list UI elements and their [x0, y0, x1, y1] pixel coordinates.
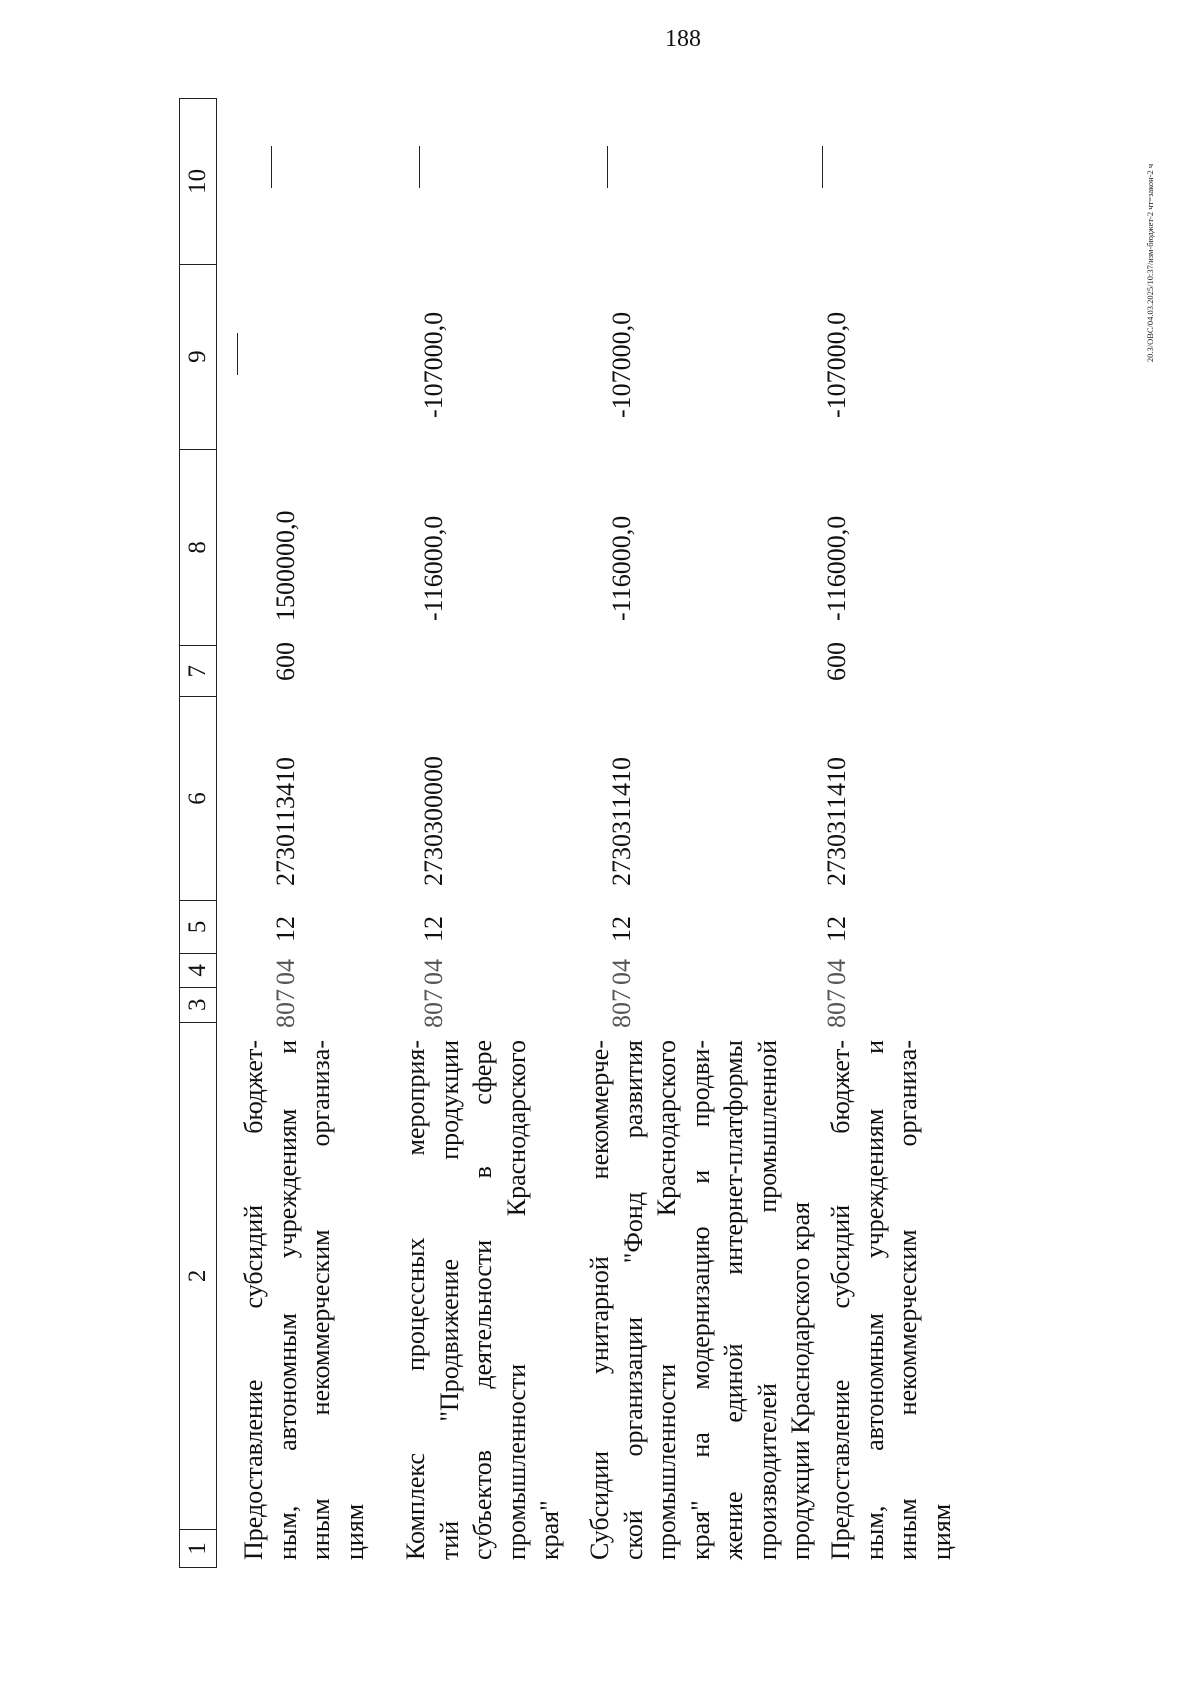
description-line: Предоставление субсидий бюджет- [239, 1040, 268, 1560]
cell-col9: -107000,0 [822, 311, 851, 418]
cell-col6: 2730113410 [271, 756, 300, 886]
description-line: производителей промышленной [752, 1040, 782, 1560]
cell-col8: 1500000,0 [271, 510, 300, 621]
description-line: ным, автономным учреждениям и [859, 1040, 889, 1560]
cell-col9-dash [237, 333, 238, 375]
cell-col10-dash [822, 146, 823, 188]
description-line: промышленности Краснодарского [652, 1040, 681, 1560]
cell-col10-dash [607, 146, 608, 188]
cell-col8: -116000,0 [822, 515, 851, 621]
cell-col9: -107000,0 [607, 311, 636, 418]
cell-col9: -107000,0 [419, 311, 448, 418]
cell-col7: 600 [271, 642, 300, 681]
cell-col5: 12 [271, 916, 300, 942]
cell-col7: 600 [822, 642, 851, 681]
cell-col4: 04 [419, 959, 448, 985]
column-header: 4 [180, 953, 216, 987]
cell-col8: -116000,0 [607, 515, 636, 621]
description-line: промышленности Краснодарского [501, 1040, 531, 1560]
description-line: продукции Краснодарского края [786, 1201, 815, 1560]
description-line: жение единой интернет-платформы [719, 1040, 748, 1560]
row-description [824, 1040, 958, 1560]
cell-col10-dash [271, 146, 272, 188]
description-line: ным, автономным учреждениям и [272, 1040, 302, 1560]
column-header: 6 [180, 696, 216, 900]
row-description [237, 1040, 371, 1560]
description-line: Предоставление субсидий бюджет- [826, 1040, 855, 1560]
description-line: тий "Продвижение продукции [434, 1040, 464, 1560]
column-header: 8 [180, 449, 216, 646]
budget-table [179, 98, 999, 1568]
column-header: 3 [180, 987, 216, 1022]
cell-col5: 12 [822, 916, 851, 942]
description-line: субъектов деятельности в сфере [468, 1040, 497, 1560]
description-line: Комплекс процессных мероприя- [401, 1040, 430, 1560]
page-number: 188 [665, 26, 701, 52]
cell-col3: 807 [271, 989, 300, 1028]
cell-col4: 04 [822, 959, 851, 985]
footer-stamp-text: 20.3/OBC/04.03.2025/10:37/изм-бюджет-2 чт=закон-2 ч [1145, 163, 1155, 362]
cell-col8: -116000,0 [419, 515, 448, 621]
cell-col3: 807 [822, 989, 851, 1028]
description-line: иным некоммерческим организа- [893, 1040, 922, 1560]
footer-stamp [1143, 95, 1157, 430]
cell-col4: 04 [607, 959, 636, 985]
row-description [399, 1040, 567, 1560]
cell-col6: 2730311410 [607, 756, 636, 886]
column-header: 7 [180, 645, 216, 696]
cell-col3: 807 [419, 989, 448, 1028]
cell-col4: 04 [271, 959, 300, 985]
column-header: 9 [180, 264, 216, 449]
column-header: 2 [180, 1022, 216, 1529]
row-description [583, 1040, 818, 1560]
cell-col5: 12 [607, 916, 636, 942]
column-header: 1 [180, 1529, 216, 1567]
cell-col5: 12 [419, 916, 448, 942]
description-line: ской организации "Фонд развития [618, 1040, 648, 1560]
cell-col6: 2730300000 [419, 756, 448, 886]
description-line: циям [926, 1503, 956, 1560]
description-line: края" на модернизацию и продви- [685, 1040, 715, 1560]
cell-col10-dash [419, 146, 420, 188]
table-header [179, 98, 217, 1568]
cell-col6: 2730311410 [822, 756, 851, 886]
description-line: края" [535, 1500, 564, 1560]
column-header: 10 [184, 168, 211, 194]
description-line: Субсидии унитарной некоммерче- [585, 1040, 614, 1560]
description-line: иным некоммерческим организа- [306, 1040, 335, 1560]
cell-col3: 807 [607, 989, 636, 1028]
description-line: циям [339, 1503, 369, 1560]
column-header: 5 [180, 900, 216, 953]
